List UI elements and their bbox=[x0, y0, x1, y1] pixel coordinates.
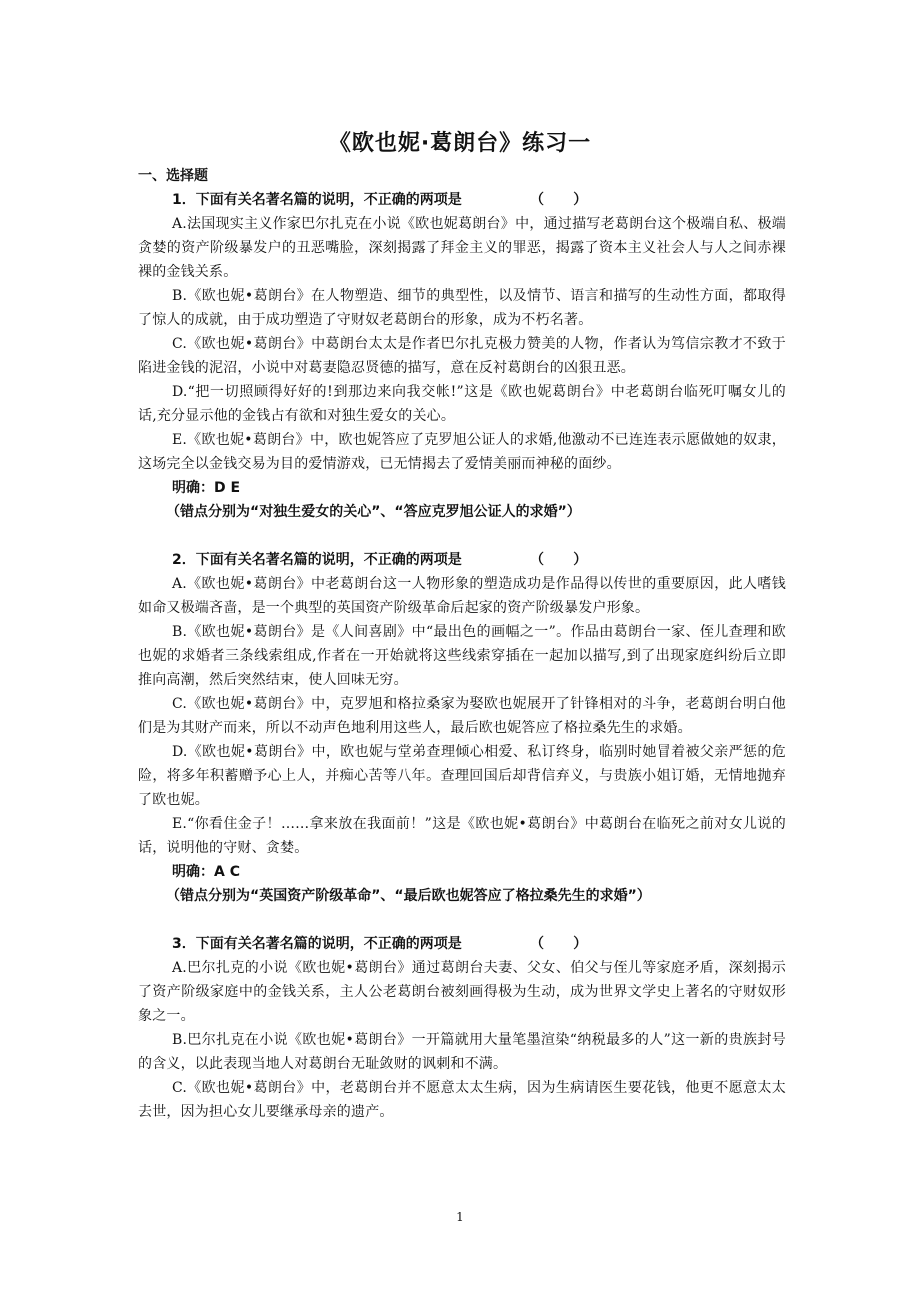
option-a: A.巴尔扎克的小说《欧也妮•葛朗台》通过葛朗台夫妻、父女、伯父与侄儿等家庭矛盾，深刻揭示了资产阶级家庭中的金钱关系，主人公老葛朗台被刻画得极为生动，成为世界文学史上著名的守财奴形象之一。 bbox=[138, 960, 786, 1024]
option-e: E.《欧也妮•葛朗台》中，欧也妮答应了克罗旭公证人的求婚,他激动不已连连表示愿做她的奴隶，这场完全以金钱交易为目的爱情游戏，已无情揭去了爱情美丽而神秘的面纱。 bbox=[138, 432, 786, 472]
option-e: E.“你看住金子！……拿来放在我面前！”这是《欧也妮•葛朗台》中葛朗台在临死之前对女儿说的话，说明他的守财、贪婪。 bbox=[138, 816, 786, 856]
question-3 bbox=[138, 932, 786, 1124]
option-d: D.“把一切照顾得好好的!到那边来向我交帐!”这是《欧也妮葛朗台》中老葛朗台临死叮嘱女儿的话,充分显示他的金钱占有欲和对独生爱女的关心。 bbox=[138, 384, 786, 424]
option-a: A.《欧也妮•葛朗台》中老葛朗台这一人物形象的塑造成功是作品得以传世的重要原因，此人嗜钱如命又极端吝啬，是一个典型的英国资产阶级革命后起家的资产阶级暴发户形象。 bbox=[138, 576, 786, 616]
page-title: 《欧也妮·葛朗台》练习一 bbox=[328, 131, 592, 156]
answer: 明确：D E bbox=[172, 480, 241, 496]
option-c: C.《欧也妮•葛朗台》中，老葛朗台并不愿意太太生病，因为生病请医生要花钱，他更不愿意太太去世，因为担心女儿要继承母亲的遗产。 bbox=[138, 1080, 786, 1120]
question-title: 1．下面有关名著名篇的说明，不正确的两项是 （ ） bbox=[172, 192, 588, 208]
answer: 明确：A C bbox=[172, 864, 240, 880]
answer-note: （错点分别为“英国资产阶级革命”、“最后欧也妮答应了格拉桑先生的求婚”） bbox=[166, 888, 651, 904]
option-c: C.《欧也妮•葛朗台》中，克罗旭和格拉桑家为娶欧也妮展开了针锋相对的斗争，老葛朗台明白他们是为其财产而来，所以不动声色地利用这些人，最后欧也妮答应了格拉桑先生的求婚。 bbox=[138, 696, 786, 736]
page-number: 1 bbox=[456, 1210, 464, 1224]
spacer bbox=[138, 908, 786, 932]
question-1 bbox=[138, 188, 786, 524]
option-b: B.《欧也妮•葛朗台》是《人间喜剧》中“最出色的画幅之一”。作品由葛朗台一家、侄儿查理和欧也妮的求婚者三条线索组成,作者在一开始就将这些线索穿插在一起加以描写,到了出现家庭纠纷后立即推向高潮，然后突然结束，使人回味无穷。 bbox=[138, 624, 786, 688]
option-c: C.《欧也妮•葛朗台》中葛朗台太太是作者巴尔扎克极力赞美的人物，作者认为笃信宗教才不致于陷进金钱的泥沼，小说中对葛妻隐忍贤德的描写，意在反衬葛朗台的凶狠丑恶。 bbox=[138, 336, 786, 376]
option-d: D.《欧也妮•葛朗台》中，欧也妮与堂弟查理倾心相爱、私订终身，临别时她冒着被父亲严惩的危险，将多年积蓄赠予心上人，并痴心苦等八年。查理回国后却背信弃义，与贵族小姐订婚，无情地抛弃了欧也妮。 bbox=[138, 744, 786, 808]
option-b: B.《欧也妮•葛朗台》在人物塑造、细节的典型性，以及情节、语言和描写的生动性方面，都取得了惊人的成就，由于成功塑造了守财奴老葛朗台的形象，成为不朽名著。 bbox=[138, 288, 786, 328]
question-title: 3．下面有关名著名篇的说明，不正确的两项是 （ ） bbox=[172, 936, 588, 952]
spacer bbox=[138, 524, 786, 548]
section-heading: 一、选择题 bbox=[138, 168, 208, 184]
answer-note: （错点分别为“对独生爱女的关心”、“答应克罗旭公证人的求婚”） bbox=[166, 504, 581, 520]
option-b: B.巴尔扎克在小说《欧也妮•葛朗台》一开篇就用大量笔墨渲染“纳税最多的人”这一新的贵族封号的含义，以此表现当地人对葛朗台无耻敛财的讽刺和不满。 bbox=[138, 1032, 786, 1072]
document-body bbox=[138, 164, 786, 1124]
question-title: 2．下面有关名著名篇的说明，不正确的两项是 （ ） bbox=[172, 552, 588, 568]
option-a: A.法国现实主义作家巴尔扎克在小说《欧也妮葛朗台》中，通过描写老葛朗台这个极端自私、极端贪婪的资产阶级暴发户的丑恶嘴脸，深刻揭露了拜金主义的罪恶，揭露了资本主义社会人与人之间赤裸裸的金钱关系。 bbox=[138, 216, 786, 280]
question-2 bbox=[138, 548, 786, 908]
